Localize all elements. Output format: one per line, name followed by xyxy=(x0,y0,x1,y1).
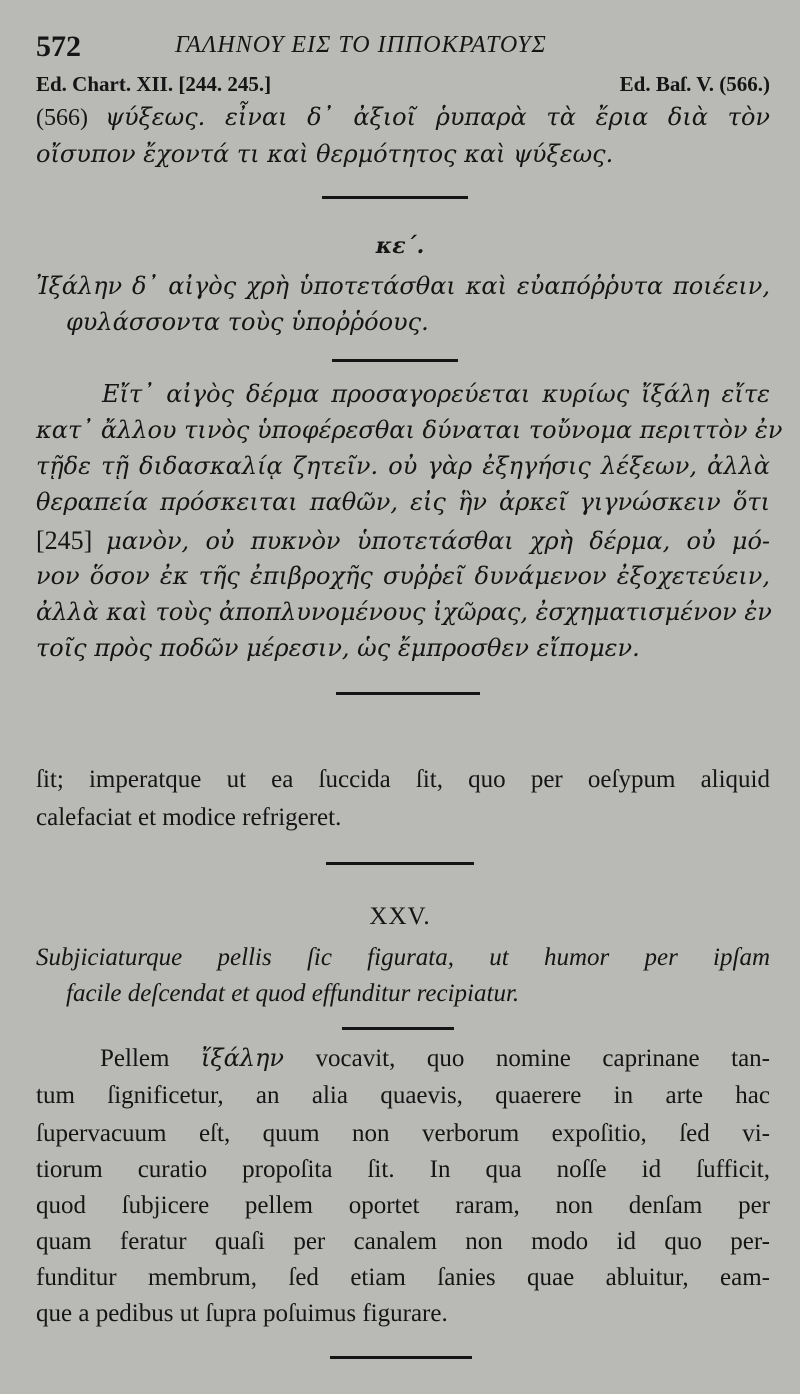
greek-comm-line: κατ᾽ ἄλλου τινὸς ὑποφέρεσθαι δύναται τοὔνομα περιττὸν ἐν xyxy=(36,416,783,444)
greek-comm-line: τοῖς πρὸς ποδῶν μέρεσιν, ὡς ἔμπροσθεν εἴπομεν. xyxy=(36,634,640,662)
latin-comm-line: funditur membrum, ſed etiam ſanies quae abluitur, eam- xyxy=(36,1264,770,1291)
greek-term: ἴξάλην xyxy=(200,1044,284,1072)
latin-comm-line: quod ſubjicere pellem oportet raram, non denſam per xyxy=(36,1192,770,1219)
latin-top-line-1: ſit; imperatque ut ea ſuccida ſit, quo per oeſypum aliquid xyxy=(36,766,770,793)
lemma-divider xyxy=(332,359,458,362)
section-divider xyxy=(322,196,468,199)
latin-comm-line: ſupervacuum eſt, quum non verborum expoſitio, ſed vi- xyxy=(36,1120,770,1147)
edition-basel: Ed. Baſ. V. (566.) xyxy=(619,72,770,96)
latin-comm-line: quam feratur quaſi per canalem non modo id quo per- xyxy=(36,1228,770,1255)
greek-section-numeral: κε΄. xyxy=(375,233,425,259)
latin-top-line-2: calefaciat et modice refrigeret. xyxy=(36,804,342,831)
edition-chartier: Ed. Chart. XII. [244. 245.] xyxy=(36,72,272,96)
page-marker-245: [245] xyxy=(36,526,93,555)
greek-comm-line: Εἴτ᾽ αἰγὸς δέρμα προσαγορεύεται κυρίως ἴξάλη εἴτε xyxy=(102,380,770,408)
page-marker: (566) xyxy=(36,105,88,131)
running-title: ΓΑΛΗΝΟΥ ΕΙΣ ΤΟ ΙΠΠΟΚΡΑΤΟΥΣ xyxy=(175,32,547,58)
greek-comm-line: τῇδε τῇ διδασκαλίᾳ ζητεῖν. οὐ γὰρ ἐξηγήσις λέξεων, ἀλλὰ xyxy=(36,452,770,480)
latin-comm-line: que a pedibus ut ſupra poſuimus figurare. xyxy=(36,1300,448,1327)
latin-comm-line: tum ſignificetur, an alia quaevis, quaerere in arte hac xyxy=(36,1082,770,1109)
latin-comm-line: tiorum curatio propoſita ſit. In qua noſſe id ſufficit, xyxy=(36,1156,770,1183)
section-divider-latin xyxy=(326,862,474,865)
greek-comm-line: νον ὅσον ἐκ τῆς ἐπιβροχῆς συῤῥεῖ δυνάμενον ἐξοχετεύειν, xyxy=(36,562,770,590)
greek-comm-line: [245] μανὸν, οὐ πυκνὸν ὑποτετάσθαι χρὴ δέρμα, οὐ μό- xyxy=(36,526,771,555)
greek-comm-line: θεραπεία πρόσκειται παθῶν, εἰς ἣν ἀρκεῖ γιγνώσκειν ὅτι xyxy=(36,488,770,516)
greek-comm-line: ἀλλὰ καὶ τοὺς ἀποπλυνομένους ἰχῶρας, ἐσχηματισμένον ἐν xyxy=(36,598,772,626)
latin-lemma-line-1: Subjiciaturque pellis ſic figurata, ut humor per ipſam xyxy=(36,944,770,971)
latin-section-numeral: XXV. xyxy=(369,903,431,930)
bottom-divider xyxy=(330,1356,472,1359)
page-number: 572 xyxy=(36,30,81,63)
column-divider xyxy=(336,692,480,695)
greek-top-line-2: οἴσυπον ἔχοντά τι καὶ θερμότητος καὶ ψύξεως. xyxy=(36,140,614,168)
greek-lemma-line-2: φυλάσσοντα τοὺς ὑποῤῥόους. xyxy=(66,308,429,336)
greek-top-line-1: (566) ψύξεως. εἶναι δ᾽ ἀξιοῖ ῥυπαρὰ τὰ ἔρια διὰ τὸν xyxy=(36,103,770,131)
latin-comm-line: Pellem ἴξάλην vocavit, quo nomine caprinane tan- xyxy=(100,1044,770,1072)
lemma-divider-latin xyxy=(342,1027,454,1030)
greek-lemma-line-1: Ἰξάλην δ᾽ αἰγὸς χρὴ ὑποτετάσθαι καὶ εὐαπόῤῥυτα ποιέειν, xyxy=(36,272,770,300)
latin-lemma-line-2: facile deſcendat et quod effunditur recipiatur. xyxy=(66,980,520,1007)
